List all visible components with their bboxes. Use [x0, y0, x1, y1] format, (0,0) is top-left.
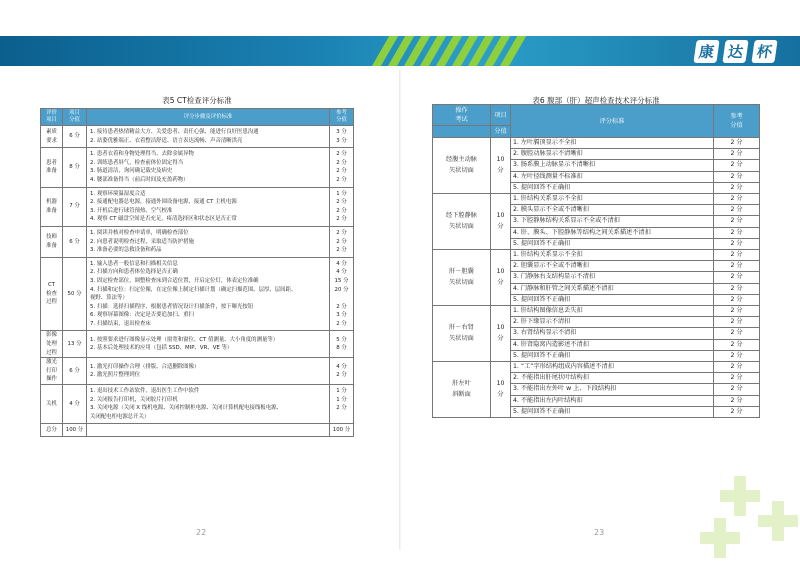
- ref-score-cell: [330, 226, 354, 257]
- ref-score-cell: 2 分: [714, 138, 760, 149]
- criteria-line: 2. 扫描方向和患者体位选择是否正确: [90, 269, 178, 276]
- ref-score-cell: 2 分: [714, 317, 760, 328]
- table-row: [433, 306, 760, 317]
- ref-score: 2 分: [336, 303, 347, 310]
- header-banner: [0, 36, 800, 66]
- ref-score-cell: 2 分: [714, 283, 760, 294]
- header-blank: [433, 126, 491, 138]
- criteria-line: 2. 向患者说明检查过程，采取适当防护措施: [90, 238, 194, 245]
- score-cell: 10 分: [491, 362, 511, 418]
- project-cell: 技师 准备: [41, 226, 63, 257]
- ref-score-cell: 2 分: [714, 261, 760, 272]
- ref-score-cell: 2 分: [714, 182, 760, 193]
- ct-score-table: [40, 108, 354, 437]
- project-cell: 机器 准备: [41, 187, 63, 226]
- table-row: [433, 362, 760, 373]
- ref-score: 5 分: [336, 336, 347, 343]
- ref-score: 2 分: [336, 372, 347, 379]
- table-row: [433, 250, 760, 261]
- ref-score-cell: 2 分: [714, 250, 760, 261]
- operation-cell: 经下腔静脉 矢状切面: [433, 194, 491, 250]
- ref-score: 2 分: [336, 159, 347, 166]
- logo-char: 杯: [751, 40, 777, 63]
- criteria-cell: 4. 肝肾隐窝内造影述不清扣: [511, 339, 714, 350]
- page-number-right: 23: [594, 528, 605, 537]
- criteria-cell: 4. 门静脉和肝管之间关系描述不清扣: [511, 283, 714, 294]
- ref-score-cell: 2 分: [714, 160, 760, 171]
- ref-score-cell: [330, 148, 354, 187]
- criteria-line: 关闭配电柜电源总开关）: [90, 413, 150, 420]
- table-row: [41, 126, 354, 148]
- ref-score-cell: 2 分: [714, 294, 760, 305]
- criteria-cell: 1. 左叶膈顶显示不全扣: [511, 138, 714, 149]
- header-item: 项目: [491, 105, 511, 126]
- criteria-cell: 3. 门静脉右支结构显示不清扣: [511, 272, 714, 283]
- score-cell: 6 分: [63, 126, 87, 148]
- criteria-cell: [87, 187, 330, 226]
- criteria-cell: 1. 肝结构关系显示不全扣: [511, 250, 714, 261]
- ct-score-body: [41, 126, 354, 437]
- ref-score: 1 分: [336, 396, 347, 403]
- ref-score: 4 分: [336, 363, 347, 370]
- ref-score-cell: 2 分: [714, 194, 760, 205]
- header-ref: 参考 分值: [330, 109, 354, 126]
- ref-score: 2 分: [336, 207, 347, 214]
- ref-score-cell: 2 分: [714, 227, 760, 238]
- criteria-line: 2. 接通配电器总电源，接通外围设备电源，接通 CT 主机电源: [90, 199, 237, 206]
- criteria-line: 3. 开机后进行球管预热、空气校准: [90, 207, 173, 214]
- operation-cell: 肝左叶 斜断面: [433, 362, 491, 418]
- criteria-cell: 3. 右肾结构显示不清扣: [511, 328, 714, 339]
- criteria-line: 4. 腰部准备得当（前后时间及充盈药物）: [90, 176, 189, 183]
- ref-score: 1 分: [336, 190, 347, 197]
- ref-score-cell: [330, 187, 354, 226]
- criteria-line: 7. 扫描结束，退出检查床: [90, 320, 151, 327]
- table-row: [433, 194, 760, 205]
- ref-score-cell: 2 分: [714, 306, 760, 317]
- criteria-cell: 5. 提问回答不正确扣: [511, 238, 714, 249]
- table-header-row: [433, 105, 760, 126]
- ultrasound-score-body: [433, 138, 760, 418]
- total-row: [41, 424, 354, 437]
- criteria-cell: 2. 腹腔动脉显示不清晰扣: [511, 149, 714, 160]
- ref-score-cell: [330, 358, 354, 385]
- ref-score: 2 分: [336, 216, 347, 223]
- criteria-cell: [87, 331, 330, 358]
- score-cell: 4 分: [63, 385, 87, 424]
- total-blank: [87, 424, 330, 437]
- ref-score: 1 分: [336, 388, 347, 395]
- criteria-cell: 5. 提问回答不正确扣: [511, 406, 714, 417]
- score-cell: 8 分: [63, 148, 87, 187]
- ref-score-cell: 2 分: [714, 328, 760, 339]
- criteria-line: 1. 激光打印操作合理（排版、合适删除图像）: [90, 363, 200, 370]
- ref-score-cell: 2 分: [714, 171, 760, 182]
- ref-score: 2 分: [336, 405, 347, 412]
- table-row: [41, 385, 354, 424]
- ref-score: 4 分: [336, 269, 347, 276]
- criteria-cell: [87, 385, 330, 424]
- project-cell: CT 检查 过程: [41, 257, 63, 331]
- criteria-cell: 3. 肠系膜上动脉显示不清晰扣: [511, 160, 714, 171]
- criteria-line: 1. 输入患者一般信息和扫描相关信息: [90, 260, 178, 267]
- criteria-line: 2. 激光照片整理到位: [90, 372, 140, 379]
- score-cell: 13 分: [63, 331, 87, 358]
- header-project: 评价 项目: [41, 109, 63, 126]
- ref-score-cell: [330, 257, 354, 331]
- ref-score: 3 分: [336, 137, 347, 144]
- criteria-line: 5. 扫描：选择扫描程序，根据患者情况设计扫描条件，按下曝光按钮: [90, 303, 254, 310]
- logo-char: 康: [693, 40, 719, 63]
- header-criteria: 评分标准: [511, 105, 714, 138]
- decorative-plus-pattern: [680, 470, 800, 565]
- ref-score: 20 分: [334, 286, 349, 293]
- page-number-left: 22: [196, 528, 207, 537]
- criteria-line: 1. 接待患者热情精益大方、关爱患者、责任心强、能进行良好医患沟通: [90, 129, 259, 135]
- criteria-line: 4. 观察 CT 磁盘空间是否充足，疼清选择区和状态区是否正常: [90, 216, 237, 223]
- criteria-cell: [87, 257, 330, 331]
- criteria-cell: 1. “工”字形结构组成内容描述不清扣: [511, 362, 714, 373]
- criteria-line: 2. 训练患者屏气，检查前体位固定得当: [90, 159, 184, 166]
- table-header-row: [41, 109, 354, 126]
- criteria-cell: 4. 肝、膜头、下腔静脉等结构之间关系描述不清扣: [511, 227, 714, 238]
- ref-score: 2 分: [336, 229, 347, 236]
- operation-cell: 经腹主动脉 矢状切面: [433, 138, 491, 194]
- total-score: 100 分: [63, 424, 87, 437]
- criteria-line: 1. 阅读并核对检查申请单，明确检查部位: [90, 229, 189, 236]
- ref-score-cell: 2 分: [714, 149, 760, 160]
- ref-score: 2 分: [336, 238, 347, 245]
- operation-cell: 肝－右肾 矢状切面: [433, 306, 491, 362]
- ref-score: [332, 413, 351, 422]
- project-cell: 素质 要求: [41, 126, 63, 148]
- criteria-line: 1. 退出技术工作站软件，退出医生工作中软件: [90, 388, 200, 395]
- project-cell: 患者 准备: [41, 148, 63, 187]
- right-table-caption: 表6 腹部（肝）超声检查技术评分标准: [532, 96, 660, 105]
- criteria-cell: 4. 左叶径线测量不标准扣: [511, 171, 714, 182]
- criteria-cell: 2. 肝下缘显示不清扣: [511, 317, 714, 328]
- ref-score-cell: [330, 331, 354, 358]
- criteria-line: 视野、算法等）: [90, 295, 128, 302]
- ref-score: 8 分: [336, 345, 347, 352]
- table-row: [41, 148, 354, 187]
- score-cell: 50 分: [63, 257, 87, 331]
- header-operation: 操作 考试: [433, 105, 491, 126]
- ref-score: 4 分: [336, 260, 347, 267]
- total-label: 总分: [41, 424, 63, 437]
- score-cell: 6 分: [63, 358, 87, 385]
- ref-score-cell: 2 分: [714, 395, 760, 406]
- criteria-cell: 4. 不能指出左内叶结构扣: [511, 395, 714, 406]
- criteria-line: 1. 患者衣着和身物处理得当、去除金属异物: [90, 151, 194, 158]
- score-cell: 10 分: [491, 306, 511, 362]
- ref-score-cell: 2 分: [714, 373, 760, 384]
- ref-score: 2 分: [336, 320, 347, 327]
- criteria-line: 1. 按照要求进行图像显示处理（窗宽和窗位、CT 值测量、大小角度的测量等）: [90, 336, 279, 343]
- criteria-cell: 2. 胆囊显示不全或不清晰扣: [511, 261, 714, 272]
- criteria-line: 4. 扫描和定位：扫定位像，在定位像上制定扫描计划（确定扫描范围、层厚、层间距、: [90, 286, 297, 293]
- ref-score-cell: 2 分: [714, 272, 760, 283]
- ref-score-cell: 2 分: [714, 339, 760, 350]
- ref-score: 2 分: [336, 151, 347, 158]
- project-cell: 关机: [41, 385, 63, 424]
- ref-score-cell: 2 分: [714, 350, 760, 361]
- header-score: 分值: [491, 126, 511, 138]
- table-row: [41, 226, 354, 257]
- criteria-line: 3. 准备必要的急救设备和药品: [90, 247, 162, 254]
- score-cell: 6 分: [63, 226, 87, 257]
- criteria-line: 1. 观察环境温湿度合适: [90, 190, 146, 197]
- criteria-cell: 1. 肝结构图像信息丢失扣: [511, 306, 714, 317]
- ref-score: 2 分: [336, 247, 347, 254]
- ref-score: 3 分: [336, 129, 347, 135]
- ref-score-cell: 2 分: [714, 216, 760, 227]
- criteria-cell: [87, 148, 330, 187]
- ref-score-cell: [330, 385, 354, 424]
- header-criteria: 评分步骤及评价标准: [87, 109, 330, 126]
- criteria-line: 6. 观察屏幕图像：决定是否要追加扫、重扫: [90, 312, 194, 319]
- project-cell: 激光 打印 操作: [41, 358, 63, 385]
- ref-score-cell: 2 分: [714, 384, 760, 395]
- ref-score: [332, 294, 351, 303]
- criteria-cell: [87, 358, 330, 385]
- table-row: [41, 331, 354, 358]
- ref-score: 2 分: [336, 199, 347, 206]
- criteria-cell: 5. 提问回答不正确扣: [511, 350, 714, 361]
- score-cell: 10 分: [491, 250, 511, 306]
- criteria-line: 3. 固定检查部位，调整检查床到合适位置，开启定位灯，体表定位准确: [90, 277, 259, 284]
- logo-char: 达: [722, 40, 748, 63]
- logo: [695, 38, 776, 64]
- criteria-line: 2. 站姿优雅端正、衣着整洁舒适、语言表达流畅、声音清晰洪亮: [90, 137, 243, 144]
- left-table-caption: 表5 CT检查评分标准: [162, 96, 232, 105]
- ultrasound-score-table: [432, 104, 760, 418]
- criteria-cell: 5. 提问回答不正确扣: [511, 182, 714, 193]
- table-row: [41, 187, 354, 226]
- criteria-cell: 3. 不能指出左外叶 w 上、下段结构扣: [511, 384, 714, 395]
- criteria-cell: [87, 226, 330, 257]
- header-score: 项目 分值: [63, 109, 87, 126]
- ref-score: 3 分: [336, 312, 347, 319]
- criteria-cell: 5. 提问回答不正确扣: [511, 294, 714, 305]
- ref-score-cell: 2 分: [714, 362, 760, 373]
- ref-score: 2 分: [336, 176, 347, 183]
- criteria-cell: [87, 126, 330, 148]
- header-ref: 参考 分值: [714, 105, 760, 138]
- criteria-line: 3. 肠道清洁，询问确记载史及病史: [90, 168, 173, 175]
- table-row: [41, 358, 354, 385]
- criteria-cell: 3. 下腔静脉结构关系显示不全或不清扣: [511, 216, 714, 227]
- table-row: [433, 138, 760, 149]
- ref-score-cell: 2 分: [714, 406, 760, 417]
- criteria-line: 2. 关闭报告打印机，关闭胶片打印机: [90, 396, 178, 403]
- page-gutter: [399, 70, 401, 550]
- criteria-line: 3. 关闭电源（关闭 X 线机电源、关闭控制柜电源、关闭计算机配电接线板电源、: [90, 405, 282, 412]
- ref-score: 2 分: [336, 168, 347, 175]
- project-cell: 影像 处理 过程: [41, 331, 63, 358]
- ref-score-cell: [330, 126, 354, 148]
- ref-score-cell: 2 分: [714, 205, 760, 216]
- total-ref: 100 分: [330, 424, 354, 437]
- operation-cell: 肝－胆囊 矢状切面: [433, 250, 491, 306]
- table-row: [41, 257, 354, 331]
- criteria-cell: 1. 肝结构关系显示不全扣: [511, 194, 714, 205]
- criteria-cell: 2. 不能指出肝尾状叶结构扣: [511, 373, 714, 384]
- score-cell: 7 分: [63, 187, 87, 226]
- score-cell: 10 分: [491, 138, 511, 194]
- score-cell: 10 分: [491, 194, 511, 250]
- ref-score-cell: 2 分: [714, 238, 760, 249]
- criteria-cell: 2. 膜头显示不全或不清晰扣: [511, 205, 714, 216]
- criteria-line: 2. 基本后处理技术的应用（包括 SSD、MIP、VR、VE 等）: [90, 345, 233, 352]
- ref-score: 15 分: [334, 277, 349, 284]
